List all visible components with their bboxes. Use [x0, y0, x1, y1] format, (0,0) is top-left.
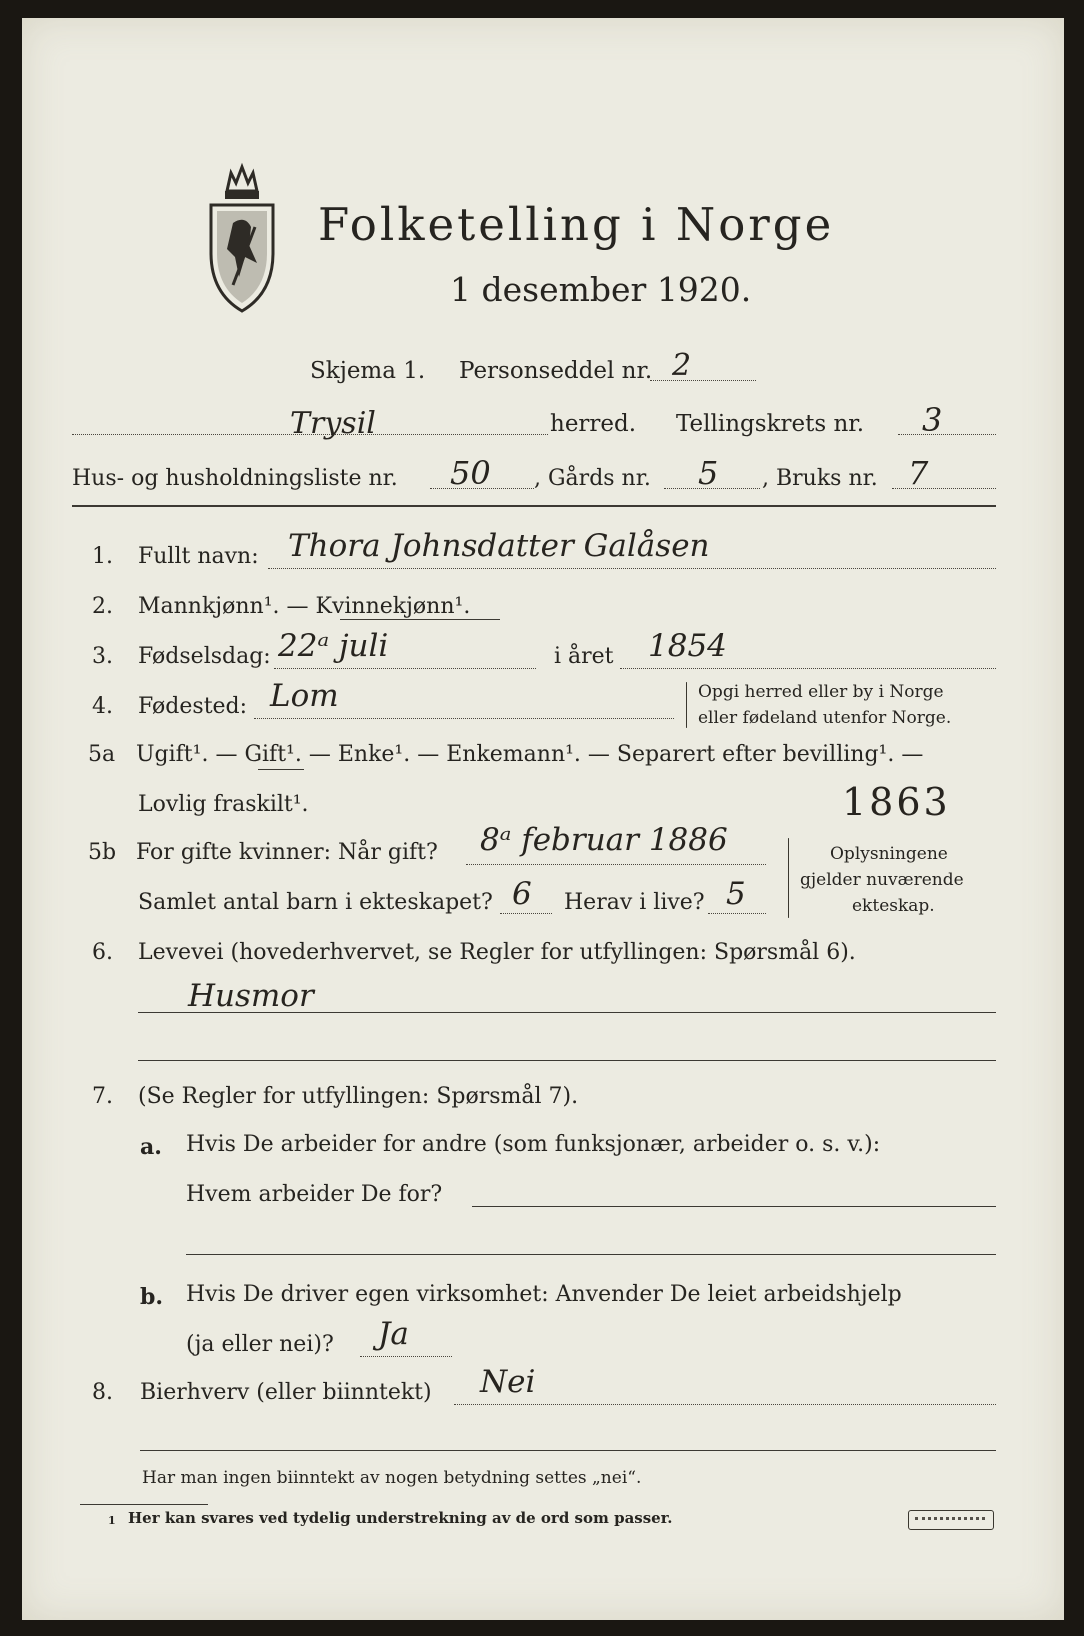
footnote-divider: [80, 1504, 208, 1505]
footnote-mark: 1: [108, 1514, 116, 1527]
q8-line-2: [140, 1450, 996, 1451]
q3-year-label: i året: [554, 644, 614, 669]
q7a-label: Hvis De arbeider for andre (som funksjonær, arbeider o. s. v.):: [186, 1132, 881, 1157]
norwegian-coat-of-arms-icon: [205, 153, 279, 313]
q7-number: 7.: [92, 1084, 113, 1109]
printer-stamp: [908, 1510, 994, 1530]
footnote-text: Her kan svares ved tydelig understrekning av de ord som passer.: [128, 1509, 673, 1527]
q7-label: (Se Regler for utfyllingen: Spørsmål 7).: [138, 1084, 579, 1109]
q5a-number: 5a: [88, 742, 116, 767]
q4-line: [254, 718, 674, 719]
herred-value: Trysil: [290, 406, 376, 441]
q8-value: Nei: [480, 1364, 536, 1400]
q5b-note-line1: Oplysningene: [830, 844, 948, 864]
husliste-label: Hus- og husholdningsliste nr.: [72, 466, 398, 491]
q7b-label: Hvis De driver egen virksomhet: Anvender De leiet arbeidshjelp: [186, 1282, 902, 1307]
footer-note: Har man ingen biinntekt av nogen betydning settes „nei“.: [142, 1468, 642, 1488]
q8-line: [454, 1404, 996, 1405]
q5b-label: For gifte kvinner: Når gift?: [136, 840, 438, 865]
q4-note-line1: Opgi herred eller by i Norge: [698, 682, 944, 702]
q5b-alive-value: 5: [726, 876, 746, 912]
q1-line: [268, 568, 996, 569]
gift-underline: [258, 769, 304, 770]
q1-number: 1.: [92, 544, 113, 569]
q2-number: 2.: [92, 594, 113, 619]
header-divider: [72, 505, 996, 507]
q8-number: 8.: [92, 1380, 113, 1405]
tellingskrets-line: [898, 434, 996, 435]
q5b-note-line3: ekteskap.: [852, 896, 935, 916]
q5b-married-line: [466, 864, 766, 865]
page-title: Folketelling i Norge: [318, 198, 835, 251]
q3-day-line: [274, 668, 536, 669]
q7b-label-continued: (ja eller nei)?: [186, 1332, 334, 1357]
census-form: [22, 18, 1064, 1620]
bruks-label: , Bruks nr.: [762, 466, 878, 491]
q6-label: Levevei (hovederhvervet, se Regler for utfyllingen: Spørsmål 6).: [138, 940, 856, 965]
q4-value: Lom: [270, 678, 339, 714]
q7b-value: Ja: [378, 1316, 409, 1352]
q5a-label: Ugift¹. — Gift¹. — Enke¹. — Enkemann¹. — Separert efter bevilling¹. —: [136, 742, 924, 767]
husliste-value: 50: [450, 454, 491, 492]
q6-number: 6.: [92, 940, 113, 965]
q5a-margin-note: 1863: [842, 780, 951, 824]
schema-label: Skjema 1.: [310, 358, 426, 384]
census-date: 1 desember 1920.: [450, 270, 752, 309]
q3-label: Fødselsdag:: [138, 644, 271, 669]
q5b-children-value: 6: [512, 876, 532, 912]
q4-note-brace: [686, 682, 687, 728]
q1-label: Fullt navn:: [138, 544, 259, 569]
herred-label: herred.: [550, 411, 637, 437]
q5b-children-line: [500, 913, 552, 914]
q6-line-2: [138, 1060, 996, 1061]
q5b-married-value: 8ᵃ februar 1886: [480, 822, 728, 858]
q5a-label-continued: Lovlig fraskilt¹.: [138, 792, 309, 817]
q6-line-1: [138, 1012, 996, 1013]
q5b-alive-line: [708, 913, 766, 914]
gards-label: , Gårds nr.: [534, 466, 651, 491]
q5b-note-line2: gjelder nuværende: [800, 870, 964, 890]
q7a-line-1: [472, 1206, 996, 1207]
q8-label: Bierhverv (eller biinntekt): [140, 1380, 432, 1405]
q6-value: Husmor: [188, 978, 314, 1014]
personseddel-label: Personseddel nr.: [459, 358, 653, 384]
personseddel-value: 2: [672, 348, 692, 383]
q4-number: 4.: [92, 694, 113, 719]
q3-day-value: 22ᵃ juli: [278, 628, 389, 664]
q5b-children-label: Samlet antal barn i ekteskapet?: [138, 890, 493, 915]
q7a-line-2: [186, 1254, 996, 1255]
tellingskrets-label: Tellingskrets nr.: [676, 411, 865, 437]
gards-value: 5: [698, 454, 719, 492]
q1-value: Thora Johnsdatter Galåsen: [288, 528, 710, 564]
tellingskrets-value: 3: [922, 401, 943, 439]
kvinnekjonn-underline: [340, 619, 500, 620]
q7b-line: [360, 1356, 452, 1357]
q7a-letter: a.: [140, 1134, 162, 1160]
personseddel-line: [650, 380, 756, 381]
q4-note-line2: eller fødeland utenfor Norge.: [698, 708, 952, 728]
q3-year-line: [620, 668, 996, 669]
q5b-number: 5b: [88, 840, 117, 865]
q5b-alive-label: Herav i live?: [564, 890, 705, 915]
bruks-value: 7: [908, 454, 929, 492]
q7b-letter: b.: [140, 1284, 164, 1310]
q5b-note-brace: [788, 838, 789, 918]
q4-label: Fødested:: [138, 694, 248, 719]
q3-year-value: 1854: [648, 628, 727, 664]
q3-number: 3.: [92, 644, 113, 669]
q2-label: Mannkjønn¹. — Kvinnekjønn¹.: [138, 594, 471, 619]
q7a-label-continued: Hvem arbeider De for?: [186, 1182, 443, 1207]
